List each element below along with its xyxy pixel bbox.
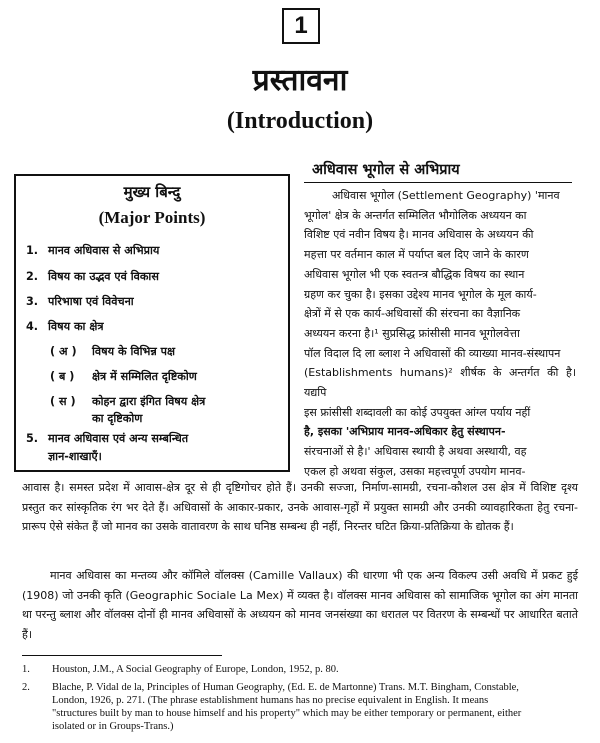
point-text: परिभाषा एवं विवेचना	[48, 295, 134, 308]
paragraph-continued: आवास है। समस्त प्रदेश में आवास-क्षेत्र दूर से ही दृष्टिगोचर होते हैं। उनकी सज्जा, निर्माण-सामग्री, रचना-कौशल उस क्षेत्र में विशिष्ट दृश्य प्रस्तुत कर सांस्कृतिक रंग भर देते हैं। अधिवासों के आकार-प्रकार, उनके आवास-गृहों में प्रयुक्त सामग्री और उनकी व्यावहारिकता हेतु रचना-प्रारूप ऐसे संकेत हैं जो मानव का उसके वातावरण के साथ घनिष्ठ सम्बन्ध ही नहीं, निरन्तर घटित क्रिया-प्रतिक्रिया के द्योतक हैं।	[22, 481, 578, 533]
paragraph-second: मानव अधिवास का मन्तव्य और कॉमिले वॉलक्स (Camille Vallaux) की धारणा भी एक अन्य विकल्प उसी अवधि में प्रकट हुई (1908) जो उनकी कृति (Geographic Sociale La Mex) में व्यक्त है। वॉलक्स मानव अधिवास को सामाजिक भूगोल का अंग मानता था परन्तु ब्लाश और वॉलक्स दोनों ही मानव अधिवासों के अध्ययन को मानव जनसंख्या का धरातल पर वितरण के सम्बन्धों पर आधारित बताते हैं।	[22, 569, 578, 641]
major-points-title-hindi: मुख्य बिन्दु	[123, 183, 181, 201]
subpoint-text: क्षेत्र में सम्मिलित दृष्टिकोण	[92, 370, 197, 383]
text-line: (Establishments humans)² शीर्षक के अन्तर्गत की है। यद्यपि	[304, 366, 576, 400]
text-line: अध्ययन करना है।¹ सुप्रसिद्ध फ्रांसीसी मानव भूगोलवेत्ता	[304, 326, 520, 340]
footnote-line: Houston, J.M., A Social Geography of Europe, London, 1952, p. 80.	[52, 664, 339, 675]
point-text: मानव अधिवास से अभिप्राय	[48, 244, 160, 257]
text-line: महत्ता पर वर्तमान काल में पर्याप्त बल दिए जाने के कारण	[304, 248, 529, 262]
text-line: क्षेत्रों में से एक कार्य-अधिवासों की संरचना का वैज्ञानिक	[304, 307, 521, 321]
point-text: विषय का क्षेत्र	[48, 320, 104, 333]
subpoint-text: कोहन द्वारा इंगित विषय क्षेत्र	[92, 395, 206, 408]
subpoint-number: ( स )	[50, 395, 76, 408]
major-points-box	[14, 174, 290, 472]
text-line: है, इसका 'अभिप्राय मानव-अधिकार हेतु संस्थापन-	[304, 425, 506, 439]
text-line: भूगोल' क्षेत्र के अन्तर्गत सम्मिलित भौगोलिक अध्ययन का	[304, 208, 527, 222]
point-text: विषय का उद्भव एवं विकास	[48, 270, 159, 283]
footnote	[22, 664, 578, 678]
footnote-number: 1.	[22, 664, 30, 675]
chapter-title-hindi: प्रस्तावना	[252, 63, 348, 98]
subpoint-number: ( अ )	[50, 345, 77, 358]
text-line: ग्रहण कर चुका है। इसका उद्देश्य मानव भूगोल के मूल कार्य-	[304, 287, 537, 301]
section-heading-underline	[304, 182, 572, 183]
point-text-continued: ज्ञान-शाखाएँ।	[48, 450, 102, 463]
section-heading: अधिवास भूगोल से अभिप्राय	[312, 162, 460, 178]
text-line: इस फ्रांसीसी शब्दावली का कोई उपयुक्त आंग्ल पर्याय नहीं	[304, 405, 531, 419]
footnote-line: London, 1926, p. 271. (The phrase establishment humans has no precise equivalent in English. It means	[52, 695, 489, 706]
point-number: 1.	[26, 244, 39, 257]
point-number: 5.	[26, 432, 39, 445]
paragraph-right-column	[304, 186, 576, 482]
text-line: अधिवास भूगोल भी एक स्वतन्त्र बौद्धिक विषय का स्थान	[304, 267, 525, 281]
subpoint-number: ( ब )	[50, 370, 75, 383]
footnote-line: isolated or in Groups-Trans.)	[52, 721, 174, 732]
point-number: 4.	[26, 320, 39, 333]
footnote-rule	[22, 655, 222, 656]
text-line: पॉल विदाल दि ला ब्लाश ने अधिवासों की व्याख्या मानव-संस्थापन	[304, 346, 561, 360]
chapter-number: 1	[282, 8, 320, 44]
footnote	[22, 682, 578, 738]
point-text: मानव अधिवास एवं अन्य सम्बन्धित	[48, 432, 189, 445]
point-number: 2.	[26, 270, 39, 283]
text-line: एकल हो अथवा संकुल, उसका महत्त्वपूर्ण उपयोग मानव-	[304, 464, 526, 478]
text-line: संरचनाओं से है।' अधिवास स्थायी है अथवा अस्थायी, वह	[304, 445, 527, 459]
subpoint-text: विषय के विभिन्न पक्ष	[92, 345, 175, 358]
subpoint-text-continued: का दृष्टिकोण	[92, 412, 143, 425]
major-points-title-english: (Major Points)	[98, 208, 206, 227]
footnote-line: "structures built by man to house himself and his property" which may be either temporary or permanent, either	[52, 708, 522, 719]
chapter-title-english: (Introduction)	[226, 108, 374, 134]
text-line: अधिवास भूगोल (Settlement Geography) 'मानव	[332, 189, 560, 202]
footnote-line: Blache, P. Vidal de la, Principles of Human Geography, (Ed. E. de Martonne) Trans. M.T. Bingham, Constable,	[52, 682, 519, 693]
text-line: विशिष्ट एवं नवीन विषय है। मानव अधिवास के अध्ययन की	[304, 228, 534, 242]
footnote-number: 2.	[22, 682, 30, 693]
point-number: 3.	[26, 295, 39, 308]
